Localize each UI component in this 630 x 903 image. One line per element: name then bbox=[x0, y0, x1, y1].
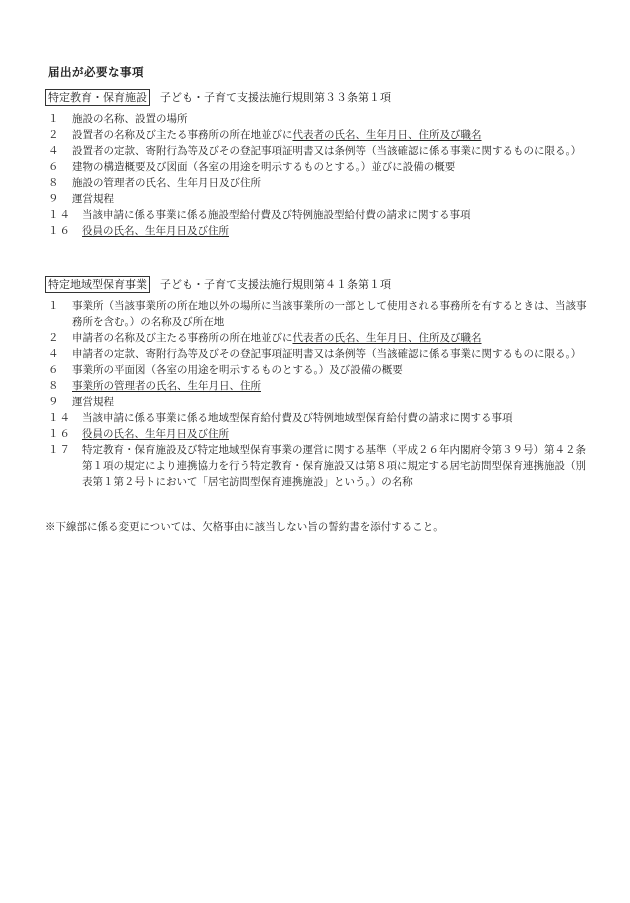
item-text: 設置者の定款、寄附行為等及びその登記事項証明書又は条例等（当該確認に係る事業に関するものに限る。） bbox=[72, 145, 582, 157]
list-item bbox=[45, 143, 590, 159]
list-item bbox=[45, 426, 590, 442]
law-reference: 子ども・子育て支援法施行規則第４１条第１項 bbox=[160, 278, 391, 291]
item-number: ４ bbox=[48, 348, 60, 360]
item-number: １４ bbox=[48, 412, 71, 424]
underlined-text: 役員の氏名、生年月日及び住所 bbox=[82, 428, 229, 440]
list-item bbox=[45, 298, 590, 330]
item-number: １ bbox=[48, 300, 60, 312]
list-item bbox=[45, 207, 590, 223]
item-text: 当該申請に係る事業に係る施設型給付費及び特例施設型給付費の請求に関する事項 bbox=[82, 209, 471, 221]
list-item bbox=[45, 223, 590, 239]
list-item bbox=[45, 330, 590, 346]
list-item bbox=[45, 378, 590, 394]
item-number: １ bbox=[48, 113, 60, 125]
item-text: 運営規程 bbox=[72, 193, 114, 205]
item-number: ４ bbox=[48, 145, 60, 157]
item-text: 事業所の平面図（各室の用途を明示するものとする。）及び設備の概要 bbox=[72, 364, 403, 376]
page-heading: 届出が必要な事項 bbox=[48, 65, 144, 79]
item-text bbox=[72, 378, 590, 394]
law-reference: 子ども・子育て支援法施行規則第３３条第１項 bbox=[160, 91, 391, 104]
list-item bbox=[45, 346, 590, 362]
item-text: 施設の管理者の氏名、生年月日及び住所 bbox=[72, 177, 261, 189]
item-text: 特定教育・保育施設及び特定地域型保育事業の運営に関する基準（平成２６年内閣府令第３９号）第４２条第１項の規定により連携協力を行う特定教育・保育施設又は第８項に規定する居宅訪問型保育連携施設（別表第１第２号トにおいて「居宅訪問型保育連携施設」という。）の名称 bbox=[82, 444, 586, 488]
list-item bbox=[45, 159, 590, 175]
item-list bbox=[45, 111, 590, 239]
section-community-childcare bbox=[45, 275, 590, 490]
underlined-text: 代表者の氏名、生年月日、住所及び職名 bbox=[292, 129, 482, 141]
item-text bbox=[82, 223, 590, 239]
list-item bbox=[45, 362, 590, 378]
underlined-text: 事業所の管理者の氏名、生年月日、住所 bbox=[72, 380, 261, 392]
item-text: 事業所（当該事業所の所在地以外の場所に当該事業所の一部として使用される事務所を有するときは、当該事務所を含む。）の名称及び所在地 bbox=[72, 300, 587, 328]
item-number: １６ bbox=[48, 428, 71, 440]
section-box-label: 特定地域型保育事業 bbox=[45, 276, 150, 293]
item-number: ６ bbox=[48, 364, 60, 376]
item-text: 当該申請に係る事業に係る地域型保育給付費及び特例地域型保育給付費の請求に関する事項 bbox=[82, 412, 513, 424]
underlined-text: 役員の氏名、生年月日及び住所 bbox=[82, 225, 229, 237]
item-text: 申請者の定款、寄附行為等及びその登記事項証明書又は条例等（当該確認に係る事業に関するものに限る。） bbox=[72, 348, 582, 360]
footnote: ※下線部に係る変更については、欠格事由に該当しない旨の誓約書を添付すること。 bbox=[45, 521, 444, 533]
item-number: ８ bbox=[48, 380, 60, 392]
item-number: ２ bbox=[48, 332, 60, 344]
item-number: ９ bbox=[48, 193, 60, 205]
list-item bbox=[45, 127, 590, 143]
list-item bbox=[45, 111, 590, 127]
section-box-label: 特定教育・保育施設 bbox=[45, 89, 150, 106]
item-number: １６ bbox=[48, 225, 71, 237]
list-item bbox=[45, 191, 590, 207]
item-number: ６ bbox=[48, 161, 60, 173]
list-item bbox=[45, 175, 590, 191]
list-item bbox=[45, 442, 590, 490]
item-text: 運営規程 bbox=[72, 396, 114, 408]
item-text: 設置者の名称及び主たる事務所の所在地並びに代表者の氏名、生年月日、住所及び職名 bbox=[72, 129, 482, 141]
underlined-text: 代表者の氏名、生年月日、住所及び職名 bbox=[292, 332, 482, 344]
item-text: 申請者の名称及び主たる事務所の所在地並びに代表者の氏名、生年月日、住所及び職名 bbox=[72, 332, 482, 344]
item-text: 施設の名称、設置の場所 bbox=[72, 113, 188, 125]
item-number: １４ bbox=[48, 209, 71, 221]
item-text bbox=[82, 426, 590, 442]
item-list bbox=[45, 298, 590, 490]
section-title bbox=[45, 88, 590, 106]
item-text: 建物の構造概要及び図面（各室の用途を明示するものとする。）並びに設備の概要 bbox=[72, 161, 456, 173]
item-number: ２ bbox=[48, 129, 60, 141]
item-number: １７ bbox=[48, 444, 71, 456]
list-item bbox=[45, 410, 590, 426]
list-item bbox=[45, 394, 590, 410]
section-childcare-facility bbox=[45, 88, 590, 239]
section-title bbox=[45, 275, 590, 293]
item-number: ９ bbox=[48, 396, 60, 408]
item-number: ８ bbox=[48, 177, 60, 189]
